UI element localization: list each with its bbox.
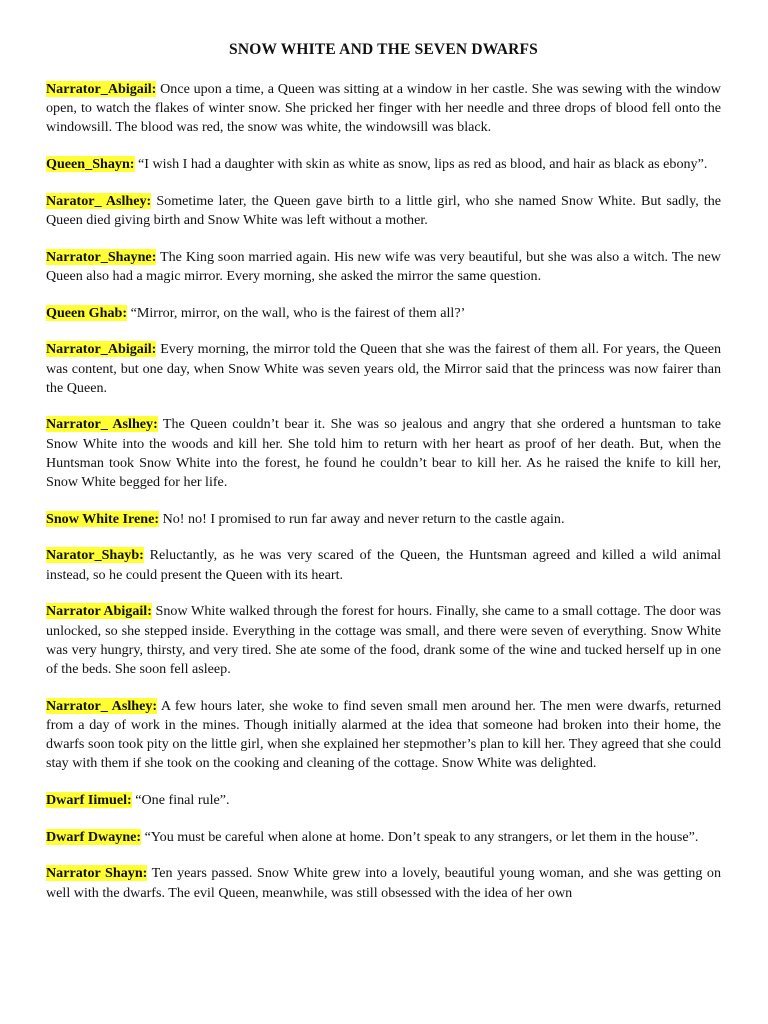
script-paragraph [46, 697, 721, 774]
speaker-label: Dwarf Iimuel: [46, 791, 132, 808]
script-paragraph [46, 304, 721, 323]
speaker-label: Dwarf Dwayne: [46, 828, 142, 845]
dialogue-text: “Mirror, mirror, on the wall, who is the fairest of them all?’ [130, 304, 466, 321]
script-paragraph [46, 602, 721, 679]
dialogue-text: “I wish I had a daughter with skin as white as snow, lips as red as blood, and hair as black as ebony”. [138, 156, 708, 173]
dialogue-text: Reluctantly, as he was very scared of the Queen, the Huntsman agreed and killed a wild animal instead, so he could present the Queen with its heart. [46, 547, 721, 583]
dialogue-text: “You must be careful when alone at home. Don’t speak to any strangers, or let them in the house”. [144, 828, 699, 845]
dialogue-text: The Queen couldn’t bear it. She was so jealous and angry that she ordered a huntsman to take Snow White into the woods and kill her. She told him to return with her heart as proof of her death. But, when the Huntsman took Snow White into the forest, he found he couldn’t bear to kill her. As he raised the knife to kill her, Snow White begged for her life. [46, 416, 721, 491]
speaker-label: Narator_Shayb: [46, 547, 144, 564]
speaker-label: Queen Ghab: [46, 304, 128, 321]
script-paragraph [46, 791, 721, 810]
dialogue-text: No! no! I promised to run far away and never return to the castle again. [162, 510, 565, 527]
script-paragraph [46, 155, 721, 174]
speaker-label: Narrator_Abigail: [46, 81, 157, 97]
script-paragraph [46, 546, 721, 584]
dialogue-text: The King soon married again. His new wife was very beautiful, but she was also a witch. The new Queen also had a magic mirror. Every morning, she asked the mirror the same question. [46, 248, 721, 284]
speaker-label: Snow White Irene: [46, 510, 160, 527]
speaker-label: Narator_ Aslhey: [46, 192, 152, 209]
speaker-label: Narrator_Shayne: [46, 248, 157, 265]
dialogue-text: Snow White walked through the forest for hours. Finally, she came to a small cottage. The door was unlocked, so she stepped inside. Everything in the cottage was small, and there were seven of everything. Snow White was very hungry, thirsty, and very tired. She ate some of the food, drank some of the wine and tucked herself up in one of the beds. She soon fell asleep. [46, 603, 721, 677]
script-paragraph [46, 192, 721, 230]
speaker-label: Narrator Abigail: [46, 603, 152, 620]
dialogue-text: Ten years passed. Snow White grew into a lovely, beautiful young woman, and she was getting on well with the dwarfs. The evil Queen, meanwhile, was still obsessed with the idea of her own [46, 865, 721, 901]
speaker-label: Narrator Shayn: [46, 865, 148, 882]
script-paragraph [46, 248, 721, 286]
script-paragraph [46, 828, 721, 847]
dialogue-text: “One final rule”. [135, 791, 230, 808]
speaker-label: Narrator_ Aslhey: [46, 697, 158, 714]
speaker-label: Narrator_Abigail: [46, 341, 157, 358]
script-paragraph [46, 510, 721, 529]
script-paragraph [46, 340, 721, 398]
document-title: SNOW WHITE AND THE SEVEN DWARFS [229, 41, 538, 58]
dialogue-text: Sometime later, the Queen gave birth to a little girl, who she named Snow White. But sadly, the Queen died giving birth and Snow White was left without a mother. [46, 192, 722, 229]
script-paragraph [46, 864, 721, 902]
speaker-label: Narrator_ Aslhey: [46, 416, 158, 433]
dialogue-text: Every morning, the mirror told the Queen that she was the fairest of them all. For years, the Queen was content, but one day, when Snow White was seven years old, the Mirror said that the princess was now fairer than the Queen. [46, 341, 721, 396]
script-paragraph [46, 80, 721, 138]
speaker-label: Queen_Shayn: [46, 156, 135, 173]
dialogue-text: Once upon a time, a Queen was sitting at a window in her castle. She was sewing with the window open, to watch the flakes of winter snow. She pricked her finger with her needle and three drops of blood fell onto the windowsill. The blood was red, the snow was white, the windowsill was black. [46, 81, 721, 136]
script-paragraph [46, 415, 721, 492]
dialogue-text: A few hours later, she woke to find seven small men around her. The men were dwarfs, returned from a day of work in the mines. Though initially alarmed at the idea that someone had broken into their home, the dwarfs soon took pity on the little girl, when she explained her stepmother’s plan to kill her. They agreed that she could stay with them if she took on the cooking and cleaning of the cottage. Snow White was delighted. [46, 697, 722, 772]
